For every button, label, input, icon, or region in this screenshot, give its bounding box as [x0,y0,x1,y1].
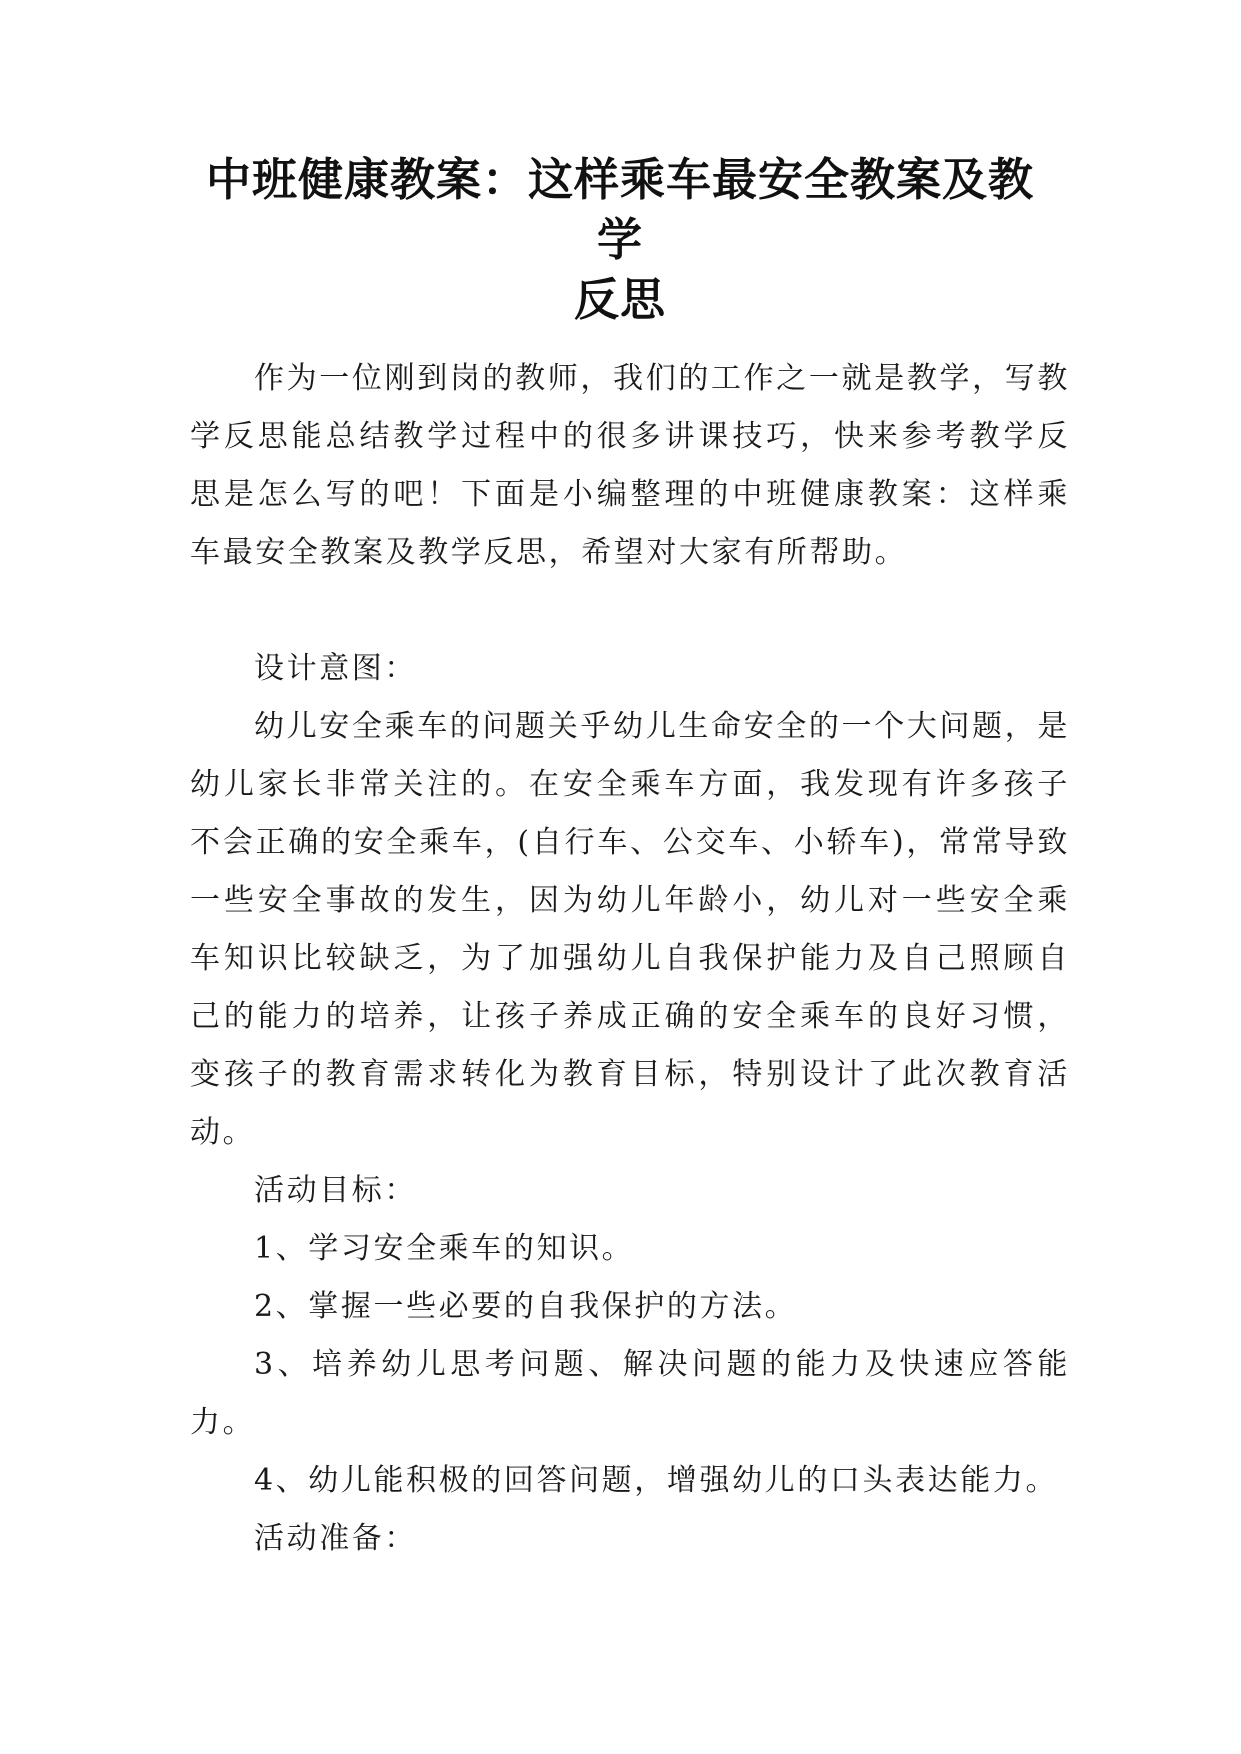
goal-item-2: 2、掌握一些必要的自我保护的方法。 [254,1289,798,1324]
design-paragraph: 幼儿安全乘车的问题关乎幼儿生命安全的一个大问题，是幼儿家长非常关注的。在安全乘车方面，我发现有许多孩子不会正确的安全乘车，(自行车、公交车、小轿车)，常常导致一些安全事故的发生，因为幼儿年龄小，幼儿对一些安全乘车知识比较缺乏，为了加强幼儿自我保护能力及自己照顾自己的能力的培养，让孩子养成正确的安全乘车的良好习惯，变孩子的教育需求转化为教育目标，特别设计了此次教育活动。 [190,709,1070,1150]
title-line-2: 反思 [573,273,666,326]
design-heading: 设计意图： [254,651,417,686]
goals-heading: 活动目标： [254,1173,417,1208]
title-line-1: 中班健康教案：这样乘车最安全教案及教学 [205,153,1034,266]
goal-item-4: 4、幼儿能积极的回答问题，增强幼儿的口头表达能力。 [254,1463,1059,1498]
goal-item-3: 3、培养幼儿思考问题、解决问题的能力及快速应答能力。 [190,1347,1070,1440]
main-section [190,640,1070,1568]
document-title [190,150,1050,330]
prep-heading: 活动准备： [254,1521,417,1556]
intro-section [190,350,1070,582]
goal-item-1: 1、学习安全乘车的知识。 [254,1231,635,1266]
intro-paragraph: 作为一位刚到岗的教师，我们的工作之一就是教学，写教学反思能总结教学过程中的很多讲课技巧，快来参考教学反思是怎么写的吧！下面是小编整理的中班健康教案：这样乘车最安全教案及教学反思，希望对大家有所帮助。 [190,361,1070,570]
